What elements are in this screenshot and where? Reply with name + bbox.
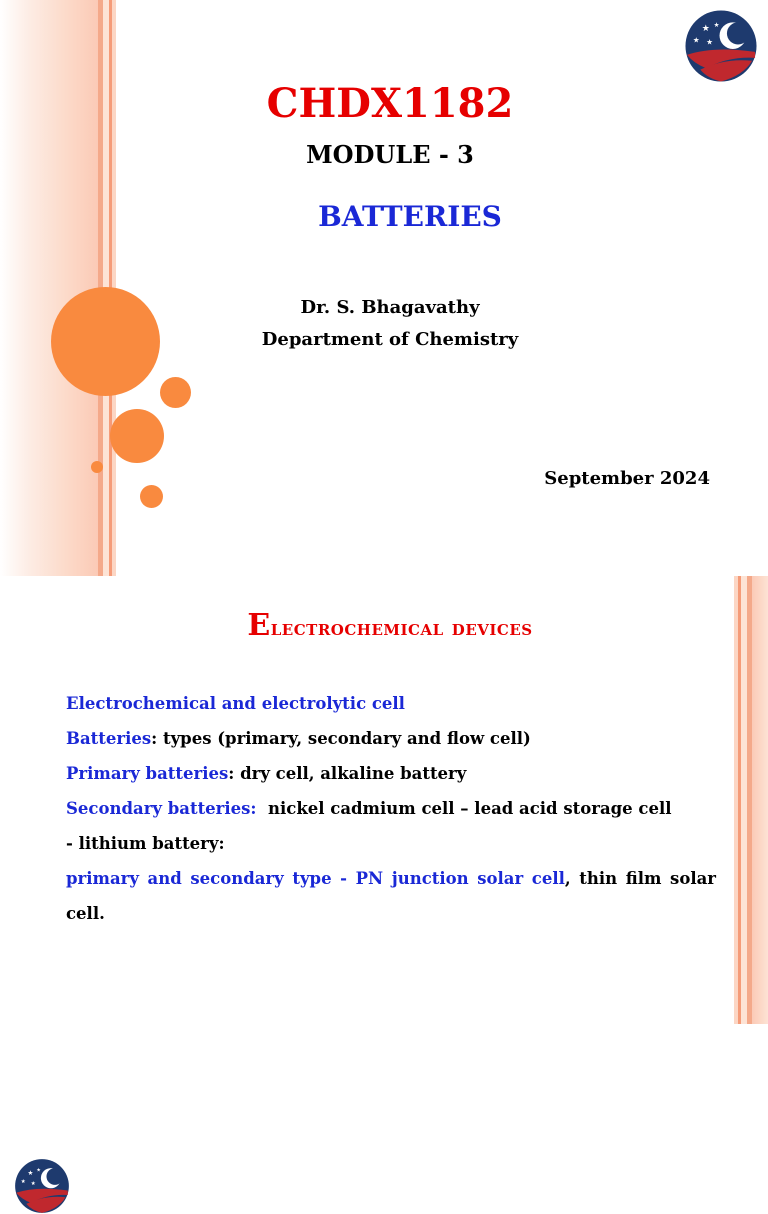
decorative-circle bbox=[140, 485, 163, 508]
item-text: nickel cadmium cell – lead acid storage cell bbox=[268, 799, 672, 818]
svg-text:★: ★ bbox=[36, 1167, 41, 1174]
list-item bbox=[66, 791, 716, 826]
svg-text:★: ★ bbox=[706, 37, 713, 47]
university-logo-icon bbox=[684, 9, 758, 83]
item-text: , thin film solar cell. bbox=[66, 869, 716, 923]
svg-text:★: ★ bbox=[30, 1180, 36, 1187]
item-label: Batteries bbox=[66, 729, 152, 748]
decorative-circle bbox=[51, 287, 160, 396]
content-slide bbox=[0, 576, 768, 1187]
course-code: CHDX1182 bbox=[266, 80, 514, 127]
slide-body bbox=[66, 686, 716, 931]
svg-text:★: ★ bbox=[20, 1179, 26, 1186]
university-logo-icon bbox=[14, 1158, 70, 1214]
author-block bbox=[240, 292, 540, 356]
heading-rest: lectrochemical devices bbox=[270, 615, 533, 641]
item-text: : dry cell, alkaline battery bbox=[228, 764, 467, 783]
item-label: Primary batteries bbox=[66, 764, 229, 783]
item-label: primary and secondary type - PN junction solar cell bbox=[66, 869, 565, 888]
list-item bbox=[66, 756, 716, 791]
module-label: MODULE - 3 bbox=[306, 140, 474, 169]
decorative-circle bbox=[110, 409, 164, 463]
list-item: - lithium battery: bbox=[66, 834, 225, 853]
title-slide bbox=[0, 0, 768, 576]
decorative-circle bbox=[91, 461, 103, 473]
author-name: Dr. S. Bhagavathy bbox=[300, 297, 480, 318]
presentation-date: September 2024 bbox=[544, 468, 710, 489]
list-item bbox=[66, 861, 716, 931]
decorative-stripe bbox=[752, 576, 768, 1024]
department-name: Department of Chemistry bbox=[261, 329, 519, 350]
item-label: Secondary batteries: bbox=[66, 799, 257, 818]
list-item: Electrochemical and electrolytic cell bbox=[66, 694, 405, 713]
svg-text:★: ★ bbox=[692, 35, 700, 45]
svg-text:★: ★ bbox=[701, 24, 710, 35]
decorative-stripe bbox=[0, 0, 98, 576]
list-item bbox=[66, 721, 716, 756]
svg-text:★: ★ bbox=[27, 1168, 34, 1177]
svg-text:★: ★ bbox=[713, 20, 720, 29]
item-text: : types (primary, secondary and flow cell) bbox=[151, 729, 531, 748]
heading-initial: E bbox=[247, 608, 271, 643]
decorative-circle bbox=[160, 377, 191, 408]
topic-title: BATTERIES bbox=[318, 200, 502, 233]
slide-heading bbox=[90, 608, 690, 643]
